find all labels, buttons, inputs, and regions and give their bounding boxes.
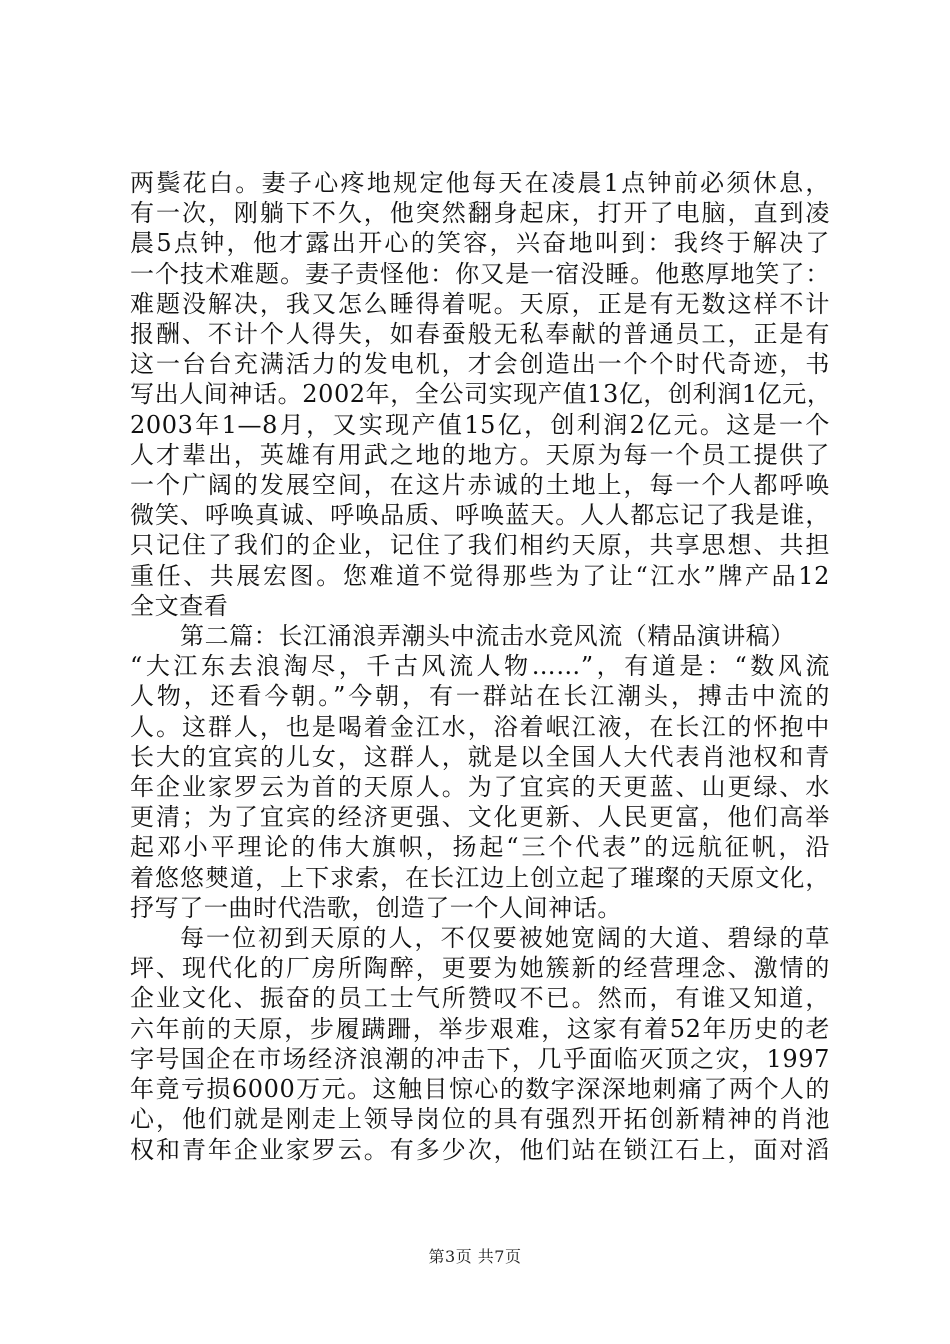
text-line: 年竟亏损6000万元。这触目惊心的数字深深地刺痛了两个人的	[130, 1075, 830, 1104]
text-line: 六年前的天原，步履蹒跚，举步艰难，这家有着52年历史的老	[130, 1014, 830, 1043]
text-line: 写出人间神话。2002年，全公司实现产值13亿，创利润1亿元，	[130, 380, 832, 409]
text-line: 一个广阔的发展空间，在这片赤诚的土地上，每一个人都呼唤	[130, 471, 830, 500]
text-line: 一个技术难题。妻子责怪他：你又是一宿没睡。他憨厚地笑了：	[130, 259, 830, 288]
text-line: “大江东去浪淘尽，千古风流人物……”，有道是：“数风流	[130, 652, 830, 681]
body-text	[130, 168, 830, 1165]
text-line: 晨5点钟，他才露出开心的笑容，兴奋地叫到：我终于解决了	[130, 229, 830, 258]
text-line: 权和青年企业家罗云。有多少次，他们站在锁江石上，面对滔	[130, 1135, 830, 1164]
text-line: 只记住了我们的企业，记住了我们相约天原，共享思想、共担	[130, 531, 830, 560]
text-line: 报酬、不计个人得失，如春蚕般无私奉献的普通员工，正是有	[130, 320, 830, 349]
text-line: 更清；为了宜宾的经济更强、文化更新、人民更富，他们高举	[130, 803, 830, 832]
text-line: 企业文化、振奋的员工士气所赞叹不已。然而，有谁又知道，	[130, 984, 830, 1013]
text-line: 人。这群人，也是喝着金江水，浴着岷江液，在长江的怀抱中	[130, 712, 830, 741]
page-number-footer: 第3页 共7页	[428, 1247, 522, 1266]
text-line: 每一位初到天原的人，不仅要被她宽阔的大道、碧绿的草	[180, 924, 830, 953]
text-line: 有一次，刚躺下不久，他突然翻身起床，打开了电脑，直到凌	[130, 199, 830, 228]
text-line: 难题没解决，我又怎么睡得着呢。天原，正是有无数这样不计	[130, 289, 830, 318]
text-line: 着悠悠僰道，上下求索，在长江边上创立起了璀璨的天原文化，	[130, 863, 830, 892]
text-line: 字号国企在市场经济浪潮的冲击下，几乎面临灭顶之灾，1997	[130, 1044, 830, 1073]
text-line: 人物，还看今朝。”今朝，有一群站在长江潮头，搏击中流的	[130, 682, 830, 711]
text-line: 微笑、呼唤真诚、呼唤品质、呼唤蓝天。人人都忘记了我是谁，	[130, 501, 830, 530]
text-line: 年企业家罗云为首的天原人。为了宜宾的天更蓝、山更绿、水	[130, 773, 830, 802]
read-full-text-link[interactable]: 全文查看	[130, 591, 229, 620]
text-line: 坪、现代化的厂房所陶醉，更要为她簇新的经营理念、激情的	[130, 954, 830, 983]
text-line: 重任、共展宏图。您难道不觉得那些为了让“江水”牌产品12	[130, 561, 830, 590]
text-line: 人才辈出，英雄有用武之地的地方。天原为每一个员工提供了	[130, 440, 830, 469]
text-line: 这一台台充满活力的发电机，才会创造出一个个时代奇迹，书	[130, 350, 830, 379]
text-line: 心，他们就是刚走上领导岗位的具有强烈开拓创新精神的肖池	[130, 1105, 830, 1134]
text-line: 抒写了一曲时代浩歌，创造了一个人间神话。	[130, 893, 622, 922]
section-heading: 第二篇：长江涌浪弄潮头中流击水竞风流（精品演讲稿）	[180, 622, 795, 651]
text-line: 起邓小平理论的伟大旗帜，扬起“三个代表”的远航征帆，沿	[130, 833, 830, 862]
text-line: 两鬓花白。妻子心疼地规定他每天在凌晨1点钟前必须休息，	[130, 169, 830, 197]
text-line: 长大的宜宾的儿女，这群人，就是以全国人大代表肖池权和青	[130, 742, 830, 771]
text-line: 2003年1—8月，又实现产值15亿，创利润2亿元。这是一个	[130, 410, 830, 439]
